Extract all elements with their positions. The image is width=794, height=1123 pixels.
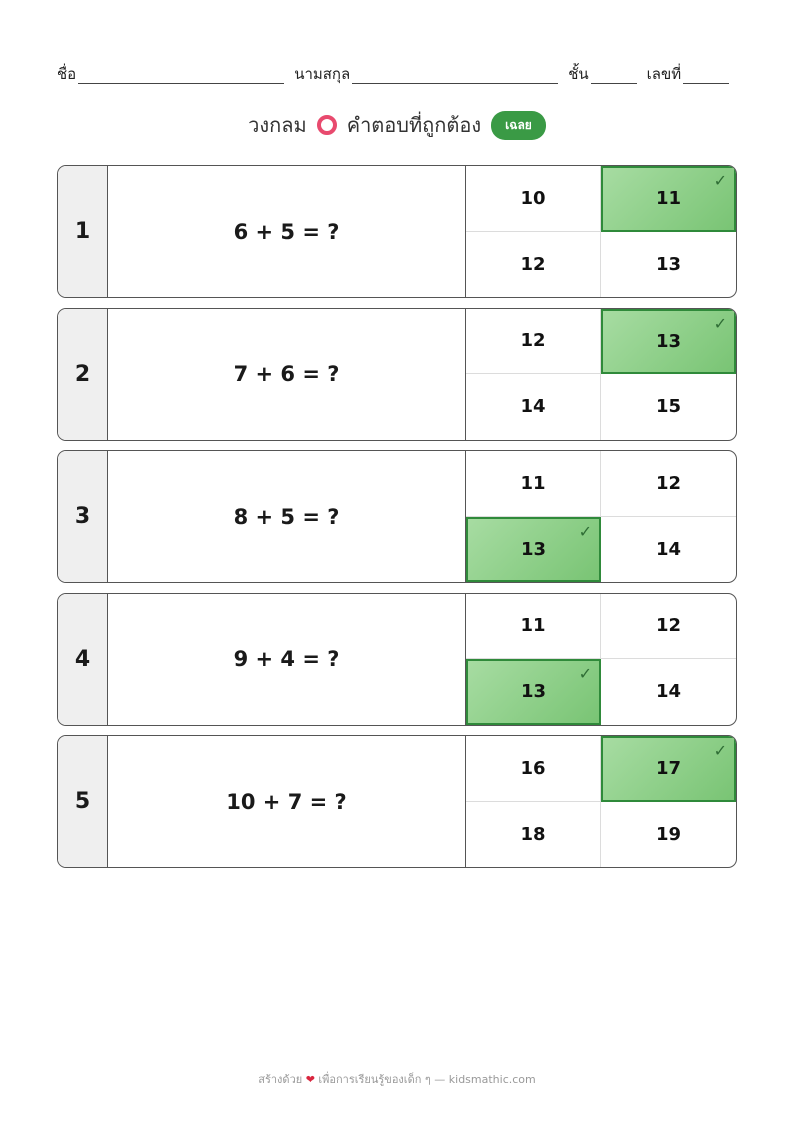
answer-key-badge: เฉลย: [491, 111, 546, 140]
answer-option[interactable]: [466, 802, 601, 868]
answer-option[interactable]: [601, 517, 736, 583]
check-icon: ✓: [578, 664, 592, 683]
question-card: [57, 450, 737, 583]
answer-option-correct[interactable]: [466, 517, 601, 583]
surname-blank[interactable]: [352, 82, 558, 84]
answer-options: [466, 594, 736, 725]
surname-label: นามสกุล: [294, 65, 351, 83]
class-blank[interactable]: [591, 82, 637, 84]
question-number: 4: [58, 594, 108, 725]
answer-option-label: 19: [655, 823, 682, 845]
circle-icon: [317, 115, 337, 135]
question-text: 6 + 5 = ?: [108, 166, 466, 297]
answer-option[interactable]: [466, 232, 601, 298]
answer-option[interactable]: [601, 802, 736, 868]
question-number: 5: [58, 736, 108, 867]
answer-option-label: 17: [655, 758, 682, 780]
question-number: 2: [58, 309, 108, 440]
answer-option[interactable]: [601, 659, 736, 725]
check-icon: ✓: [713, 741, 727, 760]
number-blank[interactable]: [683, 82, 729, 84]
question-card: [57, 308, 737, 441]
question-text: 10 + 7 = ?: [108, 736, 466, 867]
check-icon: ✓: [713, 171, 727, 190]
answer-options: [466, 309, 736, 440]
answer-option[interactable]: [466, 451, 601, 517]
answer-option[interactable]: [601, 594, 736, 660]
answer-options: [466, 451, 736, 582]
answer-option-label: 11: [655, 188, 682, 210]
answer-option-label: 14: [655, 538, 682, 560]
answer-option-label: 14: [520, 396, 546, 418]
answer-option-label: 16: [520, 757, 546, 779]
instruction-text-before: วงกลม: [248, 113, 307, 137]
question-card: [57, 735, 737, 868]
answer-option-label: 13: [520, 681, 547, 703]
instruction-text-after: คำตอบที่ถูกต้อง: [346, 113, 482, 137]
footer-prefix: สร้างด้วย: [258, 1073, 303, 1086]
answer-option-label: 12: [655, 615, 682, 637]
answer-option[interactable]: [466, 166, 601, 232]
answer-option-correct[interactable]: [601, 309, 736, 375]
name-blank[interactable]: [78, 82, 284, 84]
footer: [0, 1070, 794, 1088]
answer-option-correct[interactable]: [601, 736, 736, 802]
answer-options: [466, 736, 736, 867]
heart-icon: ❤: [305, 1073, 315, 1086]
answer-option[interactable]: [466, 594, 601, 660]
question-text: 7 + 6 = ?: [108, 309, 466, 440]
question-card: [57, 593, 737, 726]
question-number: 3: [58, 451, 108, 582]
number-label: เลขที่: [646, 65, 682, 83]
name-label: ชื่อ: [57, 65, 77, 83]
answer-option[interactable]: [601, 232, 736, 298]
answer-option-label: 13: [655, 330, 682, 352]
student-info-line: [57, 66, 747, 88]
class-label: ชั้น: [568, 65, 589, 83]
answer-option-label: 12: [655, 472, 682, 494]
answer-option[interactable]: [601, 451, 736, 517]
answer-options: [466, 166, 736, 297]
answer-option-label: 12: [520, 253, 546, 275]
answer-option[interactable]: [466, 736, 601, 802]
question-card: [57, 165, 737, 298]
answer-option-label: 11: [520, 615, 546, 637]
answer-option-correct[interactable]: [466, 659, 601, 725]
answer-option-label: 12: [520, 330, 546, 352]
answer-option-label: 13: [655, 253, 682, 275]
check-icon: ✓: [713, 313, 727, 333]
answer-option-correct[interactable]: [601, 166, 736, 232]
instruction-title: [0, 108, 794, 142]
answer-option-label: 10: [520, 187, 546, 209]
answer-option-label: 15: [655, 396, 682, 418]
answer-option[interactable]: [601, 374, 736, 440]
answer-option-label: 14: [655, 681, 682, 703]
answer-option-label: 11: [520, 472, 546, 494]
footer-suffix: เพื่อการเรียนรู้ของเด็ก ๆ — kidsmathic.com: [318, 1073, 536, 1086]
question-number: 1: [58, 166, 108, 297]
answer-option[interactable]: [466, 374, 601, 440]
question-text: 9 + 4 = ?: [108, 594, 466, 725]
answer-option-label: 13: [520, 538, 547, 560]
answer-option-label: 18: [520, 823, 546, 845]
check-icon: ✓: [578, 521, 592, 541]
answer-option[interactable]: [466, 309, 601, 375]
question-text: 8 + 5 = ?: [108, 451, 466, 582]
